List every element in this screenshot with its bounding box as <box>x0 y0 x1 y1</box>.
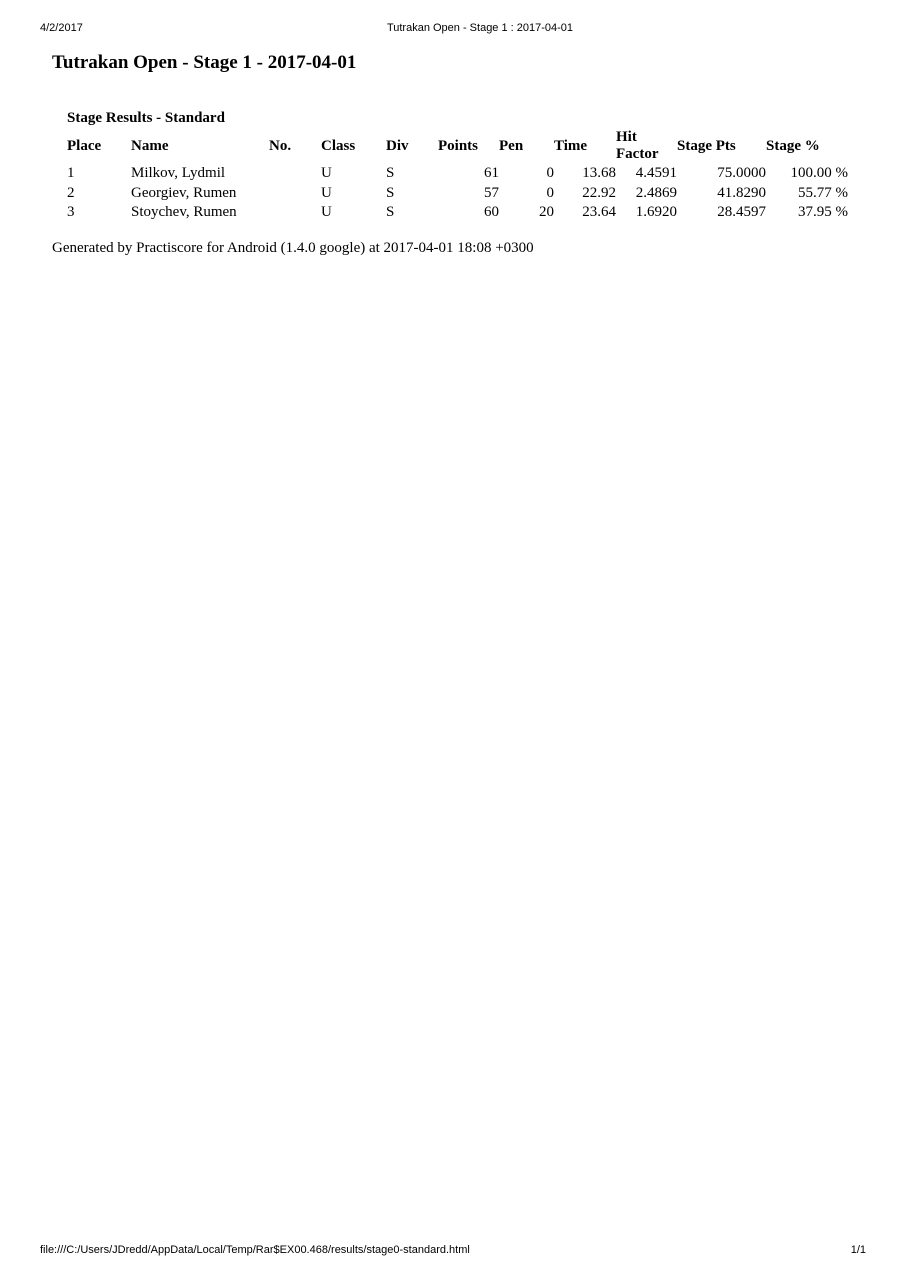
cell-stage-pct: 37.95 % <box>798 204 848 221</box>
table-row <box>67 184 848 204</box>
hit-factor-line1: Hit <box>616 129 637 145</box>
cell-place: 3 <box>67 204 75 221</box>
cell-name: Georgiev, Rumen <box>131 184 237 201</box>
col-stage-pts-header: Stage Pts <box>677 137 736 154</box>
col-hit-factor-header <box>616 128 677 164</box>
print-title: Tutrakan Open - Stage 1 : 2017-04-01 <box>386 22 574 34</box>
table-header-row <box>67 128 848 164</box>
cell-class: U <box>321 204 332 221</box>
print-footer <box>0 1244 906 1258</box>
hit-factor-line2: Factor <box>616 146 659 162</box>
cell-points: 57 <box>484 184 499 201</box>
print-header <box>0 22 906 36</box>
cell-stage-pts: 75.0000 <box>717 165 766 182</box>
col-div-header: Div <box>386 137 409 154</box>
cell-hit-factor: 2.4869 <box>635 184 677 201</box>
table-row <box>67 203 848 223</box>
print-file-path: file:///C:/Users/JDredd/AppData/Local/Temp/Rar$EX00.468/results/stage0-standard.html <box>40 1244 470 1256</box>
col-class-header: Class <box>321 137 356 154</box>
section-title: Stage Results - Standard <box>67 110 225 126</box>
cell-name: Milkov, Lydmil <box>131 165 226 182</box>
cell-hit-factor: 1.6920 <box>635 204 677 221</box>
cell-pen: 0 <box>546 184 554 201</box>
print-page-number: 1/1 <box>850 1244 866 1256</box>
cell-name: Stoychev, Rumen <box>131 204 237 221</box>
col-stage-pct-header: Stage % <box>766 137 820 154</box>
cell-time: 23.64 <box>582 204 616 221</box>
print-date: 4/2/2017 <box>40 22 83 34</box>
table-row <box>67 164 848 184</box>
col-place-header: Place <box>67 137 102 154</box>
col-time-header: Time <box>554 137 588 154</box>
col-points-header: Points <box>438 137 479 154</box>
cell-class: U <box>321 165 332 182</box>
cell-stage-pct: 55.77 % <box>798 184 848 201</box>
col-no-header: No. <box>269 137 292 154</box>
cell-div: S <box>386 204 395 221</box>
cell-no <box>269 184 321 204</box>
cell-hit-factor: 4.4591 <box>635 165 677 182</box>
cell-no <box>269 203 321 223</box>
cell-pen: 20 <box>539 204 554 221</box>
results-table <box>67 128 848 223</box>
generated-note: Generated by Practiscore for Android (1.4.0 google) at 2017-04-01 18:08 +0300 <box>52 240 534 256</box>
cell-no <box>269 164 321 184</box>
cell-div: S <box>386 165 395 182</box>
cell-class: U <box>321 184 332 201</box>
col-name-header: Name <box>131 137 169 154</box>
cell-time: 13.68 <box>582 165 616 182</box>
cell-stage-pct: 100.00 % <box>790 165 848 182</box>
cell-stage-pts: 28.4597 <box>717 204 766 221</box>
cell-points: 61 <box>484 165 499 182</box>
cell-place: 1 <box>67 165 75 182</box>
cell-stage-pts: 41.8290 <box>717 184 766 201</box>
cell-div: S <box>386 184 395 201</box>
cell-place: 2 <box>67 184 75 201</box>
col-pen-header: Pen <box>499 137 524 154</box>
page-title: Tutrakan Open - Stage 1 - 2017-04-01 <box>52 52 357 73</box>
cell-time: 22.92 <box>582 184 616 201</box>
cell-points: 60 <box>484 204 499 221</box>
cell-pen: 0 <box>546 165 554 182</box>
